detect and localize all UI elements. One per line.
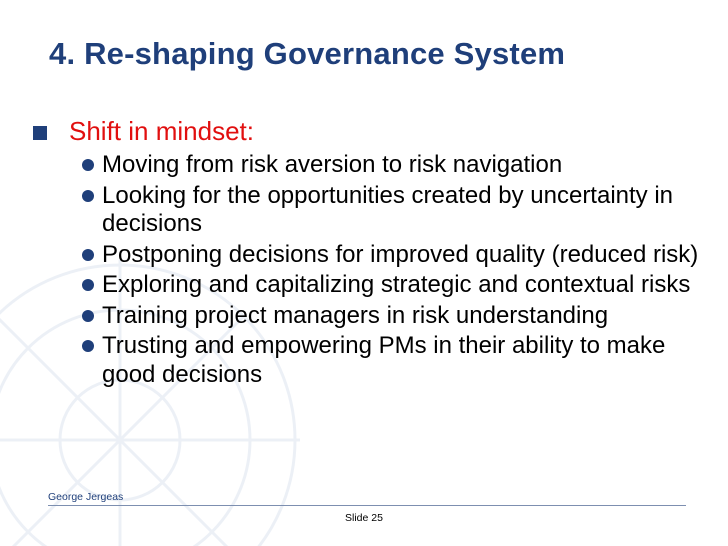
main-bullet-text: Shift in mindset:	[69, 116, 254, 146]
round-bullet-icon	[82, 190, 94, 202]
round-bullet-icon	[82, 340, 94, 352]
sub-bullet-text: Training project managers in risk understanding	[102, 301, 609, 329]
footer-author: George Jergeas	[48, 491, 124, 503]
square-bullet-icon	[33, 126, 47, 140]
sub-bullet-text: Trusting and empowering PMs in their ability to make good decisions	[102, 332, 666, 388]
sub-bullet-text: Looking for the opportunities created by uncertainty in decisions	[102, 181, 674, 237]
round-bullet-icon	[82, 249, 94, 261]
sub-bullet-list	[82, 151, 722, 391]
slide-title: 4. Re-shaping Governance System	[49, 36, 566, 71]
sub-bullet-text: Moving from risk aversion to risk navigation	[102, 151, 563, 178]
slide-number: Slide 25	[345, 512, 383, 524]
sub-bullet-text: Postponing decisions for improved quality (reduced risk)	[102, 240, 699, 268]
sub-bullet-item	[82, 182, 722, 239]
sub-bullet-item	[82, 332, 722, 389]
sub-bullet-item	[82, 241, 722, 270]
footer-divider	[48, 505, 686, 506]
sub-bullet-text: Exploring and capitalizing strategic and contextual risks	[102, 271, 691, 298]
sub-bullet-item	[82, 302, 722, 331]
round-bullet-icon	[82, 310, 94, 322]
round-bullet-icon	[82, 159, 94, 171]
sub-bullet-item	[82, 151, 722, 180]
sub-bullet-item	[82, 271, 722, 300]
round-bullet-icon	[82, 279, 94, 291]
